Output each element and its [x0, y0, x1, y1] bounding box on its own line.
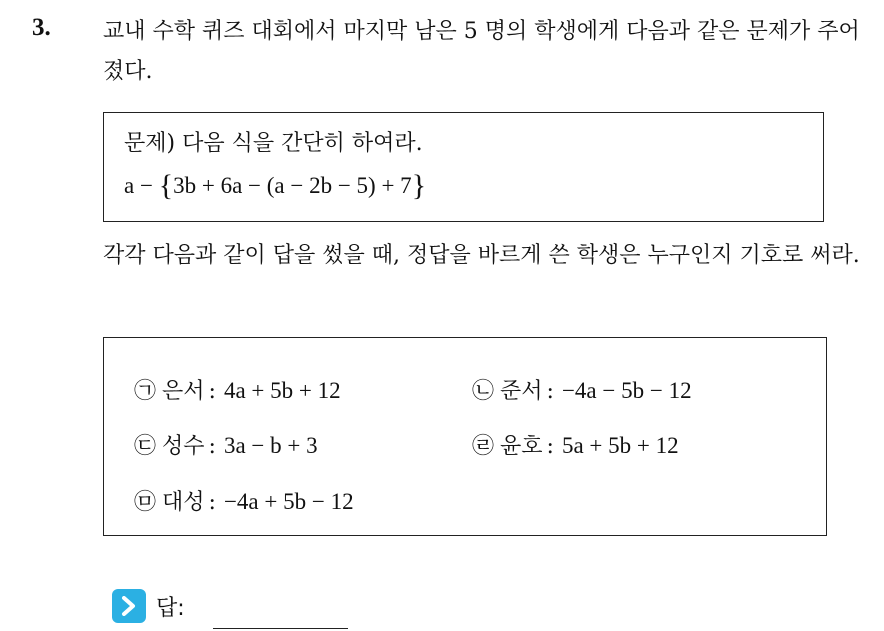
student-answer: 4a + 5b + 12 — [223, 378, 341, 403]
expression-close-brace: } — [411, 169, 427, 202]
question-stem: 교내 수학 퀴즈 대회에서 마지막 남은 5 명의 학생에게 다음과 같은 문제가 주어졌다. — [103, 19, 860, 84]
option-colon: : — [546, 434, 554, 459]
problem-box — [103, 112, 824, 222]
option-colon: : — [208, 490, 216, 515]
answer-blank[interactable] — [213, 628, 348, 629]
answer-option — [134, 429, 318, 463]
answer-option — [134, 374, 341, 408]
student-name: 준서 — [500, 379, 543, 404]
option-colon: : — [208, 379, 216, 404]
answer-label: 답: — [156, 595, 185, 621]
expression-body: 3b + 6a − (a − 2b − 5) + 7 — [173, 173, 412, 198]
option-colon: : — [546, 379, 554, 404]
option-marker: ㉢ — [134, 434, 157, 459]
student-answer: 3a − b + 3 — [223, 433, 318, 458]
problem-title: 문제) 다음 식을 간단히 하여라. — [124, 131, 423, 156]
student-name: 성수 — [162, 434, 205, 459]
expression-open-brace: { — [158, 169, 174, 202]
student-answer: −4a + 5b − 12 — [223, 489, 354, 514]
answers-box — [103, 337, 827, 536]
problem-expression — [124, 169, 426, 203]
student-answer: 5a + 5b + 12 — [561, 433, 679, 458]
instruction-text: 각각 다음과 같이 답을 썼을 때, 정답을 바르게 쓴 학생은 누구인지 기호로 써라. — [103, 243, 860, 268]
question-number: 3. — [32, 14, 51, 41]
student-name: 대성 — [162, 490, 205, 515]
option-marker: ㉠ — [134, 379, 157, 404]
option-colon: : — [208, 434, 216, 459]
chevron-right-icon — [112, 589, 146, 623]
option-marker: ㉤ — [134, 490, 157, 515]
student-name: 윤호 — [500, 434, 543, 459]
expression-prefix: a − — [124, 173, 159, 198]
answer-area — [112, 588, 185, 624]
answer-option — [472, 429, 679, 463]
student-answer: −4a − 5b − 12 — [561, 378, 692, 403]
answer-option — [472, 374, 692, 408]
option-marker: ㉡ — [472, 379, 495, 404]
student-name: 은서 — [162, 379, 205, 404]
answer-option — [134, 485, 354, 519]
option-marker: ㉣ — [472, 434, 495, 459]
